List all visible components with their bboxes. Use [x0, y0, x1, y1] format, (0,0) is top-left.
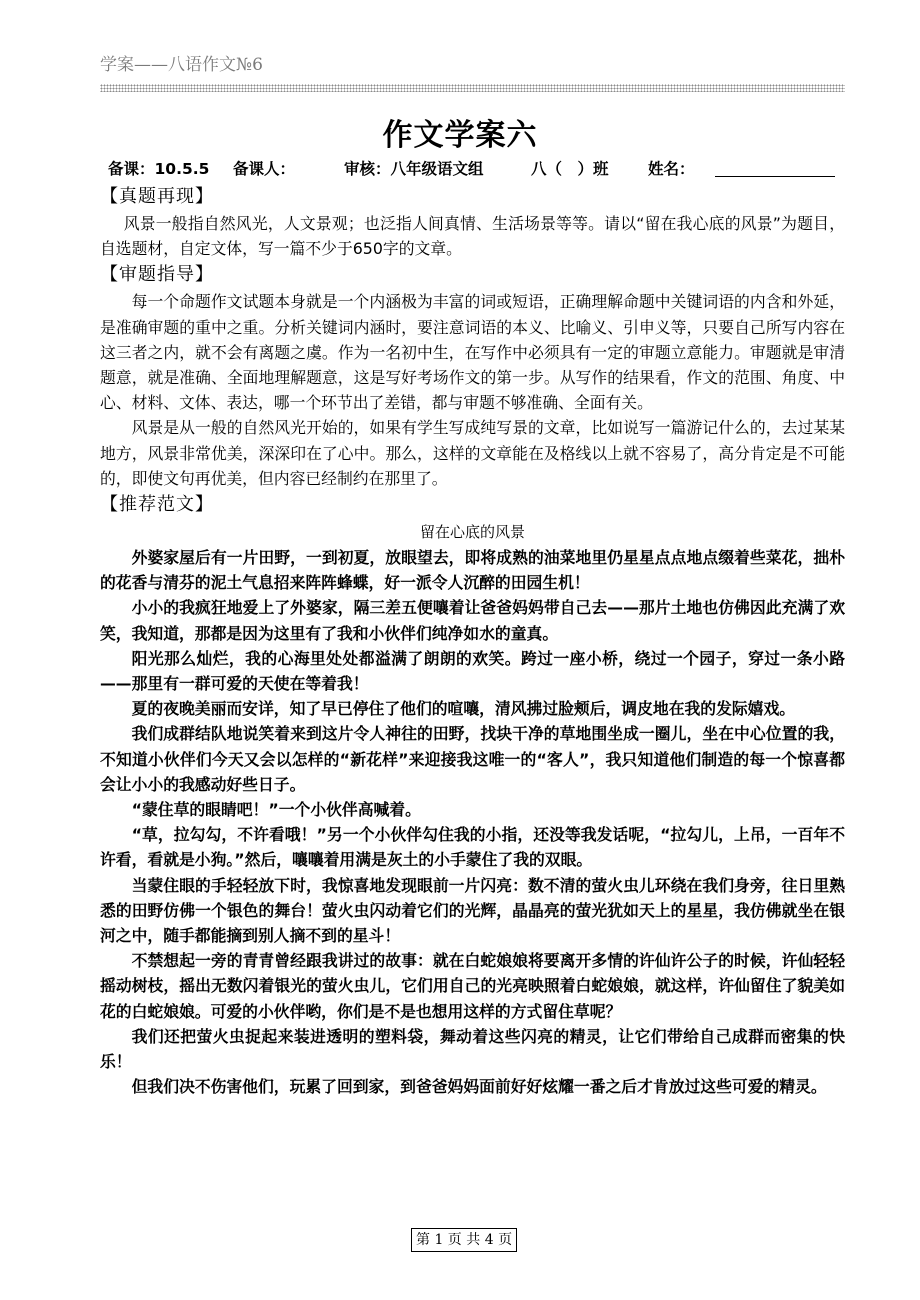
essay-paragraph: 不禁想起一旁的青青曾经跟我讲过的故事：就在白蛇娘娘将要离开多情的许仙许公子的时候，许仙轻轻摇动树枝，摇出无数闪着银光的萤火虫儿，它们用自己的光亮映照着白蛇娘娘，就这样，许仙留住了貌美如花的白蛇娘娘。可爱的小伙伴哟，你们是不是也想用这样的方式留住草呢？: [100, 951, 845, 1021]
section-heading-sample: 【推荐范文】: [100, 494, 214, 516]
class-label: 八（ ）班: [531, 160, 609, 178]
preparer-label: 备课人：: [233, 160, 296, 178]
section-heading-guide: 【审题指导】: [100, 264, 214, 286]
page-number: 第 1 页 共 4 页: [411, 1228, 517, 1252]
guide-paragraph: 每一个命题作文试题本身就是一个内涵极为丰富的词或短语，正确理解命题中关键词语的内含和外延，是准确审题的重中之重。分析关键词内涵时，要注意词语的本义、比喻义、引申义等，只要自己所写内容在这三者之内，就不会有离题之虞。作为一名初中生，在写作中必须具有一定的审题立意能力。审题就是审清题意，就是准确、全面地理解题意，这是写好考场作文的第一步。从写作的结果看，作文的范围、角度、中心、材料、文体、表达，哪一个环节出了差错，都与审题不够准确、全面有关。: [100, 292, 845, 413]
section-heading-exam: 【真题再现】: [100, 186, 214, 207]
review-label: 审核：八年级语文组: [344, 160, 484, 178]
guide-paragraph: 风景是从一般的自然风光开始的，如果有学生写成纯写景的文章，比如说写一篇游记什么的，去过某某地方，风景非常优美，深深印在了心中。那么，这样的文章能在及格线以上就不容易了，高分肯定是不可能的，即使文句再优美，但内容已经制约在那里了。: [100, 418, 845, 488]
lesson-meta: [108, 157, 848, 181]
essay-paragraph: 但我们决不伤害他们，玩累了回到家，到爸爸妈妈面前好好炫耀一番之后才肯放过这些可爱的精灵。: [131, 1077, 827, 1097]
running-header: 学案——八语作文№6: [100, 55, 263, 75]
essay-title: 留在心底的风景: [419, 523, 525, 542]
essay-paragraph: “蒙住草的眼睛吧！”一个小伙伴高喊着。: [131, 800, 421, 820]
essay-paragraph: 当蒙住眼的手轻轻放下时，我惊喜地发现眼前一片闪亮：数不清的萤火虫儿环绕在我们身旁，往日里熟悉的田野仿佛一个银色的舞台！萤火虫闪动着它们的光辉，晶晶亮的萤光犹如天上的星星，我仿佛就坐在银河之中，随手都能摘到别人摘不到的星斗！: [100, 875, 845, 946]
header-divider: [100, 84, 845, 92]
essay-paragraph: 外婆家屋后有一片田野，一到初夏，放眼望去，即将成熟的油菜地里仍星星点点地点缀着些菜花，拙朴的花香与清芬的泥土气息招来阵阵蜂蝶，好一派令人沉醉的田园生机！: [100, 548, 845, 593]
name-label: 姓名：: [648, 160, 695, 178]
sample-essay: [100, 545, 845, 1099]
essay-paragraph: 夏的夜晚美丽而安详，知了早已停住了他们的喧嚷，清风拂过脸颊后，调皮地在我的发际嬉戏。: [131, 699, 796, 719]
essay-paragraph: 我们还把萤火虫捉起来装进透明的塑料袋，舞动着这些闪亮的精灵，让它们带给自己成群而密集的快乐！: [100, 1026, 845, 1072]
essay-paragraph: 我们成群结队地说笑着来到这片令人神往的田野，找块干净的草地围坐成一圈儿，坐在中心位置的我，不知道小伙伴们今天又会以怎样的“新花样”来迎接我这唯一的“客人”，我只知道他们制造的每一个惊喜都会让小小的我感动好些日子。: [100, 724, 845, 794]
document-body: [100, 183, 845, 1100]
prep-date: 备课：10.5.5: [108, 160, 210, 178]
page-title: 作文学案六: [382, 118, 538, 153]
essay-paragraph: “草，拉勾勾，不许看哦！”另一个小伙伴勾住我的小指，还没等我发话呢，“拉勾儿，上吊，一百年不许看，看就是小狗。”然后，嚷嚷着用满是灰土的小手蒙住了我的双眼。: [100, 825, 845, 870]
essay-paragraph: 小小的我疯狂地爱上了外婆家，隔三差五便嚷着让爸爸妈妈带自己去——那片土地也仿佛因此充满了欢笑，我知道，那都是因为这里有了我和小伙伴们纯净如水的童真。: [100, 598, 845, 643]
name-underline: [715, 176, 835, 177]
essay-paragraph: 阳光那么灿烂，我的心海里处处都溢满了朗朗的欢笑。跨过一座小桥，绕过一个园子，穿过一条小路——那里有一群可爱的天使在等着我！: [100, 648, 845, 694]
exam-prompt: 风景一般指自然风光，人文景观；也泛指人间真情、生活场景等等。请以“留在我心底的风景”为题目，自选题材，自定文体，写一篇不少于650字的文章。: [100, 214, 845, 259]
